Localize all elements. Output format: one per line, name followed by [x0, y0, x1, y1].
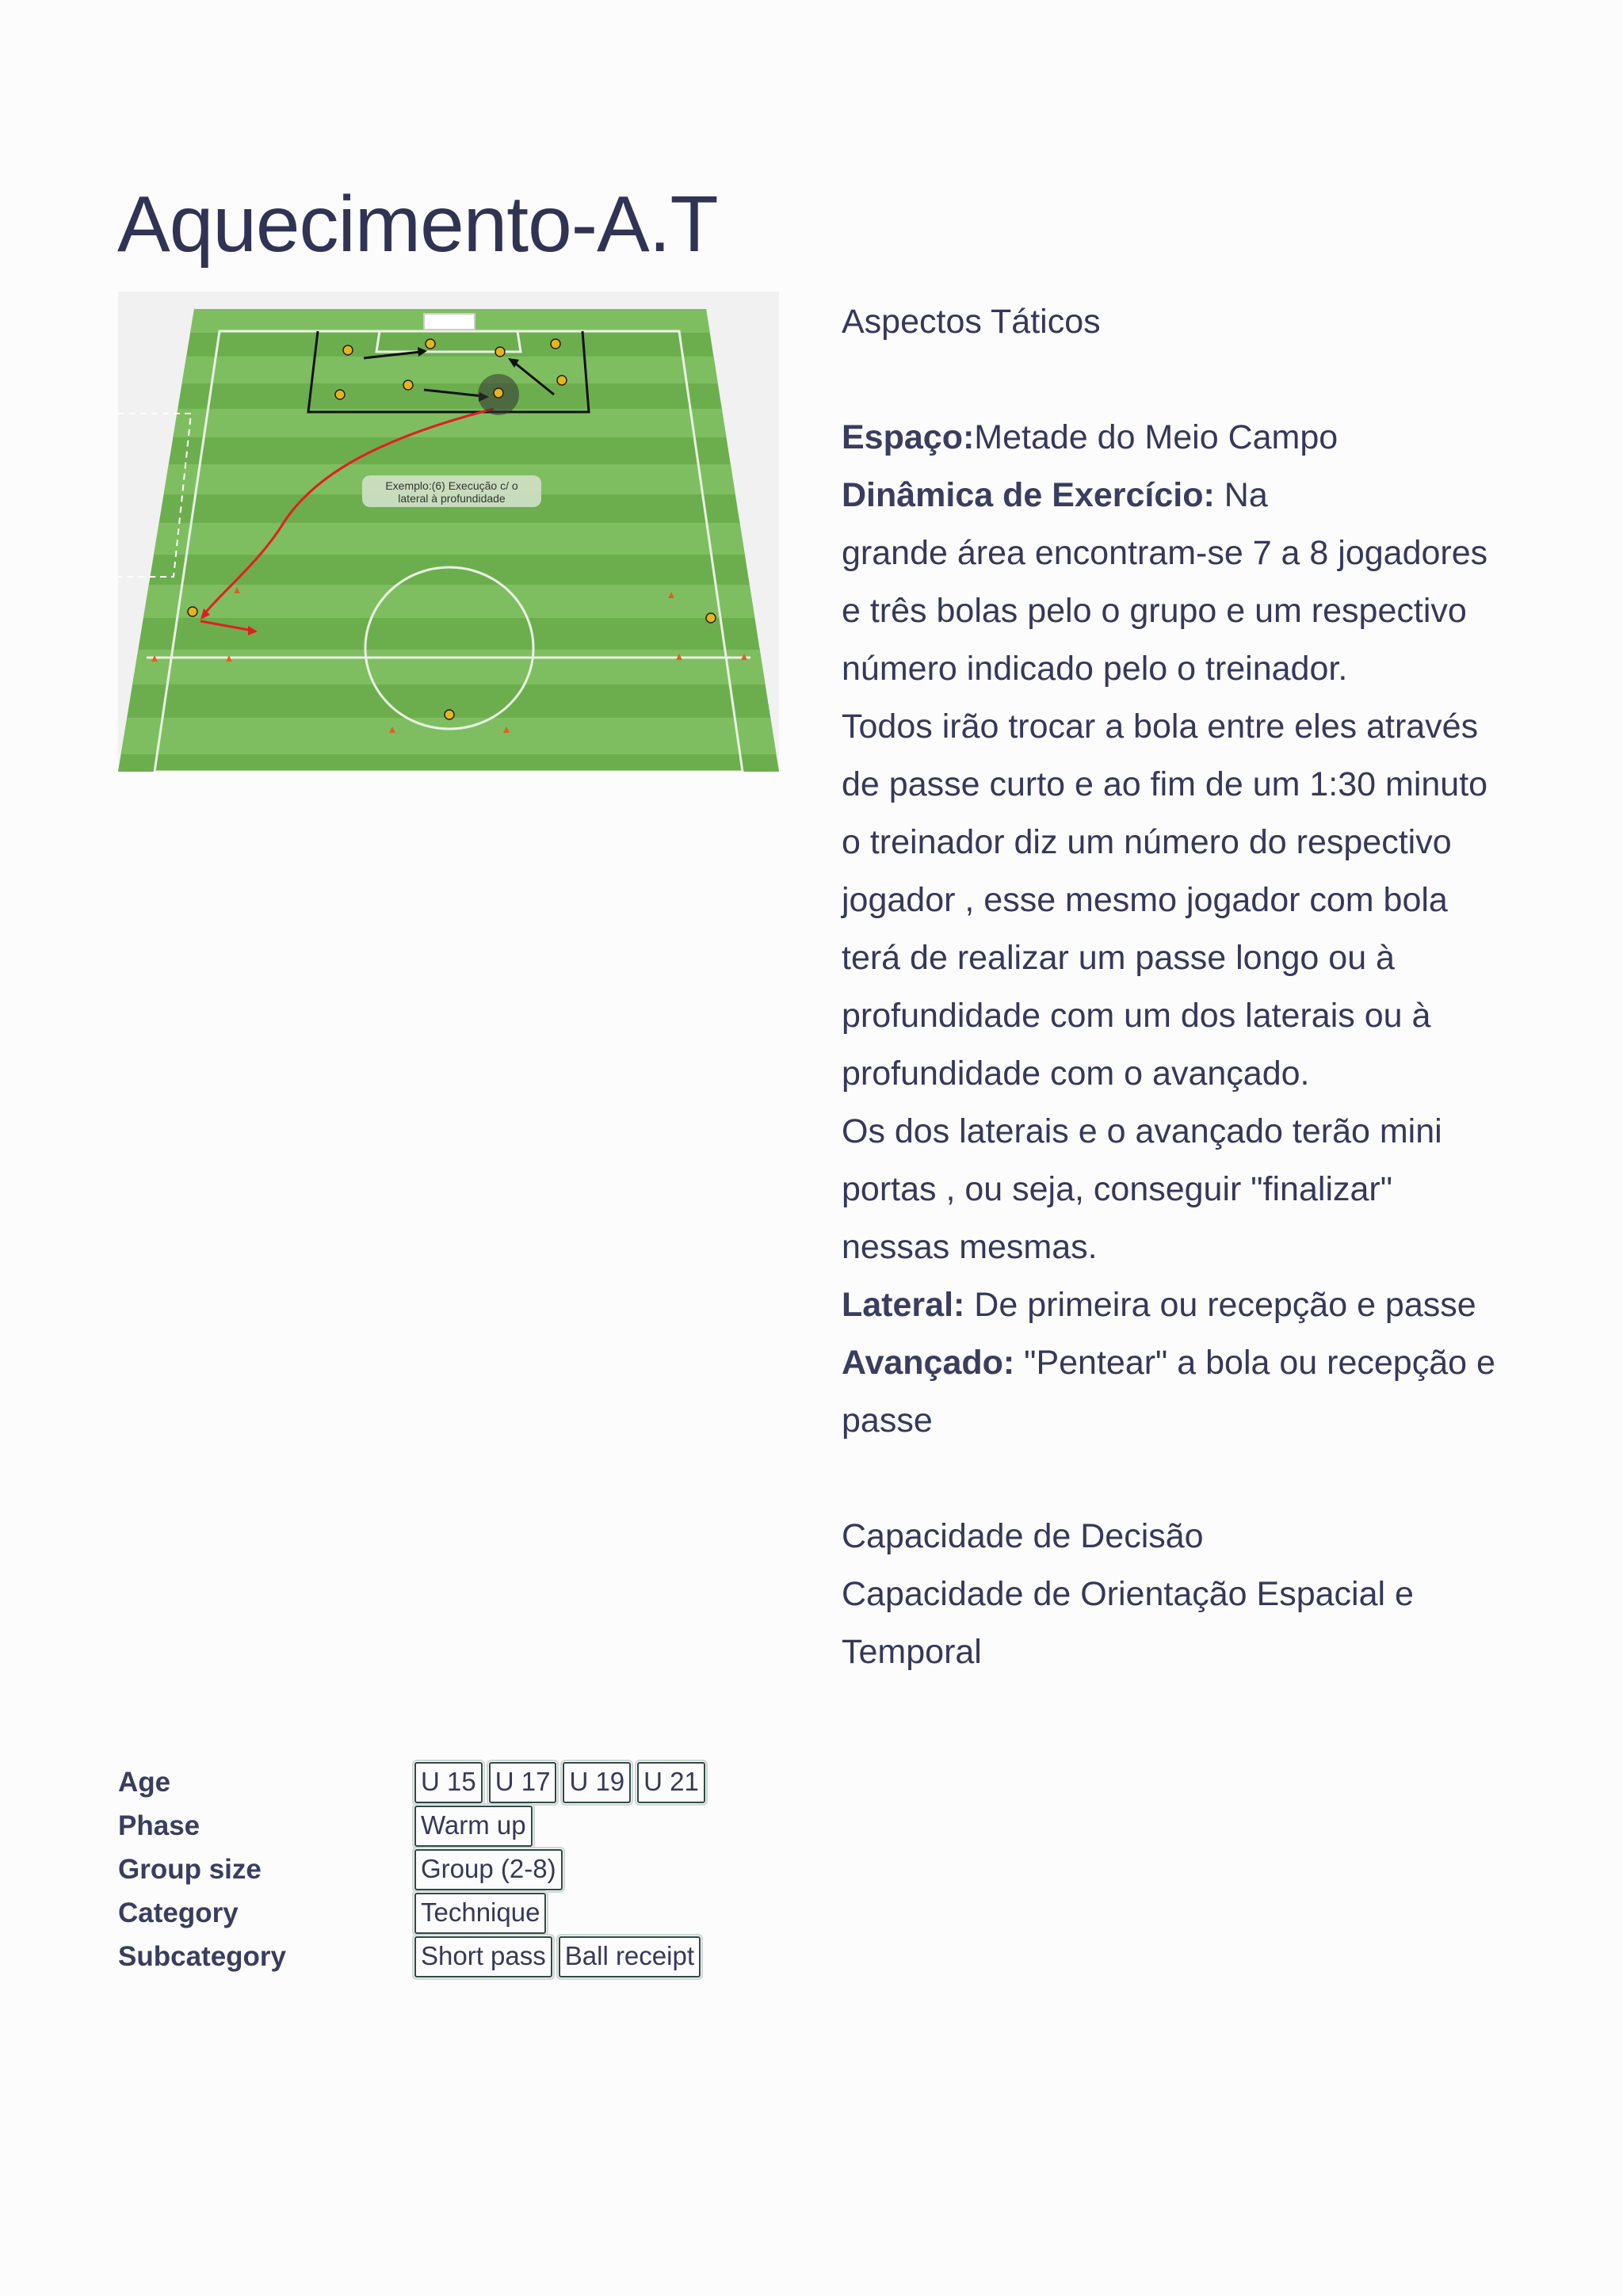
age-tag: U 21	[637, 1762, 705, 1803]
group-size-tag: Group (2-8)	[414, 1849, 563, 1890]
player	[403, 380, 413, 390]
text-line: Temporal	[842, 1633, 982, 1671]
dinamica-label: Dinâmica de Exercício:	[842, 476, 1215, 514]
text-line: o treinador diz um número do respectivo	[842, 823, 1452, 861]
espaco-line	[842, 409, 1587, 467]
text-line: e três bolas pelo o grupo e um respectivo	[842, 592, 1467, 630]
text-line: grande área encontram-se 7 a 8 jogadores	[842, 534, 1488, 572]
group-size-label: Group size	[118, 1853, 262, 1885]
text-line: nessas mesmas.	[842, 1228, 1098, 1266]
text-line: profundidade com o avançado.	[842, 1055, 1310, 1093]
pitch-grass	[118, 309, 779, 772]
subcategory-tag: Short pass	[414, 1936, 552, 1978]
phase-tags	[414, 1806, 533, 1847]
text-line: Todos irão trocar a bola entre eles através	[842, 707, 1479, 746]
player	[551, 339, 560, 349]
phase-row	[118, 1804, 705, 1848]
text-line: de passe curto e ao fim de um 1:30 minuto	[842, 765, 1488, 803]
phase-tag: Warm up	[414, 1806, 533, 1847]
player	[495, 347, 505, 357]
espaco-label: Espaço:	[842, 418, 975, 456]
lateral-line	[842, 1276, 1587, 1334]
exercise-metadata	[118, 1760, 705, 1978]
player	[557, 376, 567, 385]
text-line: número indicado pelo o treinador.	[842, 650, 1348, 688]
diagram-caption-line1: Exemplo:(6) Execução c/ o	[385, 479, 518, 492]
training-field-diagram	[118, 292, 779, 772]
phase-label: Phase	[118, 1810, 200, 1841]
player	[188, 607, 197, 616]
player	[706, 613, 716, 623]
text-line: Capacidade de Orientação Espacial e	[842, 1575, 1414, 1613]
player	[426, 339, 435, 349]
category-row	[118, 1891, 705, 1935]
category-tags	[414, 1893, 546, 1934]
lateral-text: De primeira ou recepção e passe	[964, 1286, 1476, 1324]
text-line: jogador , esse mesmo jogador com bola	[842, 881, 1448, 919]
subcategory-tag: Ball receipt	[559, 1936, 701, 1978]
text-line: Os dos laterais e o avançado terão mini	[842, 1112, 1442, 1150]
age-tag: U 19	[563, 1762, 631, 1803]
age-tag: U 15	[414, 1762, 483, 1803]
page-title: Aquecimento-A.T	[117, 180, 718, 269]
avancado-text: "Pentear" a bola ou recepção e	[1014, 1344, 1495, 1382]
exercise-description	[842, 293, 1587, 1681]
text-line: Capacidade de Decisão	[842, 1517, 1204, 1555]
avancado-label: Avançado:	[842, 1344, 1015, 1382]
diagram-caption-line2: lateral à profundidade	[398, 492, 506, 505]
avancado-line	[842, 1334, 1587, 1392]
age-label: Age	[118, 1766, 171, 1798]
player	[494, 388, 503, 398]
text-line: passe	[842, 1402, 933, 1440]
text-line: portas , ou seja, conseguir "finalizar"	[842, 1170, 1392, 1208]
group-size-tags	[414, 1849, 563, 1890]
player	[445, 710, 454, 719]
group-size-row	[118, 1848, 705, 1891]
description-heading: Aspectos Táticos	[842, 303, 1101, 341]
player	[343, 345, 353, 355]
text-line: terá de realizar um passe longo ou à	[842, 939, 1395, 977]
category-label: Category	[118, 1897, 239, 1928]
category-tag: Technique	[414, 1893, 546, 1934]
player	[335, 390, 345, 399]
text-line: profundidade com um dos laterais ou à	[842, 997, 1431, 1035]
dinamica-line	[842, 467, 1587, 524]
goal	[424, 314, 475, 330]
subcategory-row	[118, 1935, 705, 1978]
age-tags	[414, 1762, 705, 1803]
subcategory-label: Subcategory	[118, 1940, 286, 1972]
lateral-label: Lateral:	[842, 1286, 965, 1324]
age-row	[118, 1760, 705, 1804]
subcategory-tags	[414, 1936, 701, 1978]
espaco-text: Metade do Meio Campo	[974, 418, 1338, 456]
age-tag: U 17	[489, 1762, 557, 1803]
dinamica-text: Na	[1214, 476, 1268, 514]
